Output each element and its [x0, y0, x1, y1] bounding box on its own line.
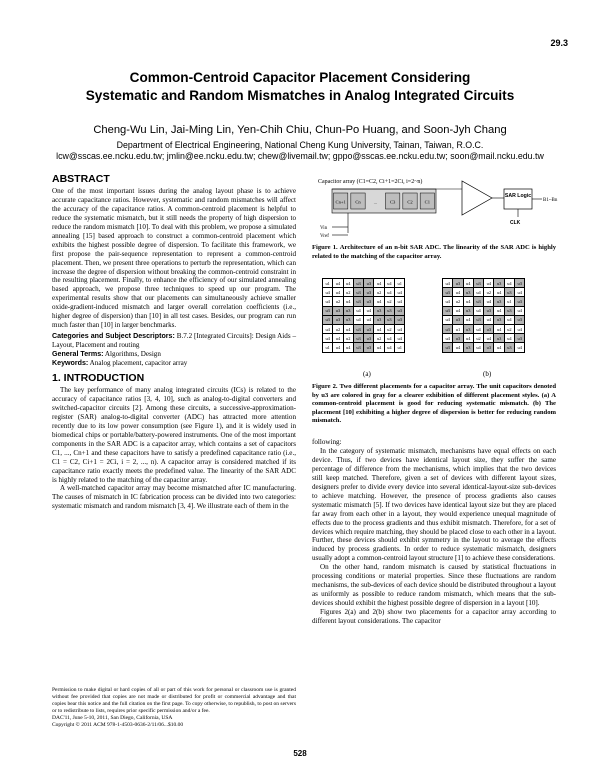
grid-b-row: [443, 343, 525, 352]
grid-b-cell: u3: [515, 315, 525, 324]
grid-a-cell: u3: [374, 306, 384, 315]
grid-b-row: [443, 315, 525, 324]
grid-a-cell: u3: [353, 279, 363, 288]
intro-paragraph-1: The key performance of many analog integrated circuits (ICs) is related to the accuracy of capacitance ratios [3, 4, 10], such as analog-to-digital converters and switched-capacitor circuits [2]. Among these circuits, a successive-approximation-register (SAR) analog-to-digital converter (ADC) has attracted more attention recently due to its low power consumption (see Figure 1), and it is widely used in biomedical chips or portable/battery-powered instruments. One of the most important components in the SAR ADC is a capacitor array, which contains a set of capacitors C1, ..., Cn+1 and these capacitors have to satisfy a predefined capacitance ratio (i.e., C1 = C2, Ci+1 = 2Ci, i = 2, ..., n). A capacitor array is considered matched if its capacitance ratio exactly meets the predefined value. The linearity of the SAR ADC is highly related to the matching of the capacitor array.: [52, 385, 296, 484]
grid-a-cell: u3: [323, 306, 333, 315]
fig2-label-a: (a): [363, 370, 371, 378]
grid-b-cell: u4: [515, 306, 525, 315]
grid-a-cell: u4: [353, 306, 363, 315]
fig1-cell-label: Cn: [355, 199, 361, 205]
grid-b-cell: u3: [463, 306, 473, 315]
grid-a-cell: u4: [353, 315, 363, 324]
grid-b-cell: u4: [453, 343, 463, 352]
terms-label: General Terms:: [52, 350, 104, 359]
grid-a-cell: u2: [374, 334, 384, 343]
fig1-caption-number: Figure 1.: [312, 244, 338, 251]
grid-a-row: [323, 315, 405, 324]
grid-a-cell: u3: [374, 315, 384, 324]
grid-b-cell: u3: [473, 315, 483, 324]
grid-a-cell: u3: [364, 343, 374, 352]
grid-a-cell: u3: [353, 334, 363, 343]
copyright-line: Copyright © 2011 ACM 978-1-4503-0636-2/11/06...$10.00: [52, 722, 184, 728]
paper-title: [0, 69, 600, 105]
grid-a-cell: u4: [384, 279, 394, 288]
grid-a-cell: u2: [384, 297, 394, 306]
keywords-label: Keywords:: [52, 359, 89, 368]
grid-b-cell: u4: [515, 343, 525, 352]
grid-a-cell: u2: [333, 297, 343, 306]
grid-b-cell: u3: [443, 343, 453, 352]
grid-b-cell: u4: [443, 315, 453, 324]
grid-b-cell: u3: [443, 324, 453, 333]
grid-b-cell: u4: [473, 343, 483, 352]
grid-b-cell: u3: [484, 343, 494, 352]
categories-label: Categories and Subject Descriptors:: [52, 332, 175, 341]
fig1-cell-label: ...: [373, 199, 378, 205]
grid-a-row: [323, 343, 405, 352]
author-emails: lcw@sscas.ee.ncku.edu.tw; jmlin@ee.ncku.edu.tw; chew@livemail.tw; gppo@sscas.ee.ncku.edu.tw; soon@mail.ncku.edu.tw: [56, 151, 544, 161]
grid-a-row: [323, 306, 405, 315]
grid-b-cell: u3: [443, 306, 453, 315]
title-line-2: Systematic and Random Mismatches in Analog Integrated Circuits: [85, 88, 515, 103]
grid-a-cell: u3: [384, 315, 394, 324]
grid-a-cell: u4: [323, 288, 333, 297]
grid-a-cell: u3: [364, 279, 374, 288]
grid-b-row: [443, 306, 525, 315]
right-paragraph-0: following:: [312, 438, 342, 446]
left-column: [52, 175, 296, 511]
grid-a-cell: u4: [323, 324, 333, 333]
grid-a-cell: u4: [384, 288, 394, 297]
permission-notice: [52, 687, 296, 729]
grid-a-cell: u4: [374, 343, 384, 352]
grid-b-cell: u4: [463, 334, 473, 343]
fig1-cell-label: C3: [389, 199, 396, 205]
grid-a-row: [323, 334, 405, 343]
fig1-bits-label: B1~Bn: [543, 198, 558, 203]
grid-a-cell: u1: [323, 279, 333, 288]
grid-a-cell: u4: [343, 279, 353, 288]
grid-b-cell: u4: [504, 334, 514, 343]
grid-a-cell: u2: [343, 288, 353, 297]
grid-a-cell: u2: [343, 334, 353, 343]
grid-b-cell: u4: [504, 279, 514, 288]
right-paragraph-1: In the category of systematic mismatch, mechanisms have equal effects on each device. Thus, if two devices have identical layout size, they suffer the same percentage of difference from the mechanisms, which implies that the two devices still keep matched. Therefore, given a set of devices with different layout sizes, designers prefer to divide every device into several identical-layout-size sub-devices to achieve matching. However, the presence of process gradients also causes systematic mismatch [5]. If two devices have identical layout size but they are placed far away from each other in a layout, they would experience unequal magnitude of effects due to the process gradients and thus exhibit mismatch. Therefore, for a set of devices which require matching, they should be placed close to each other in a layout. Further, these devices should exhibit symmetry in the layout to average the effects induced by process gradients. In order to reduce systematic mismatch, designers usually adopt a common-centroid layout structure [1] to achieve these considerations.: [312, 446, 556, 563]
fig1-vin-label: Vin: [320, 226, 328, 231]
grid-b-cell: u3: [484, 324, 494, 333]
grid-b-cell: u4: [504, 315, 514, 324]
grid-a-cell: u3: [364, 324, 374, 333]
figure-1-caption: [312, 244, 556, 261]
grid-b-cell: u3: [473, 297, 483, 306]
grid-b-cell: u3: [453, 315, 463, 324]
grid-b-cell: u4: [515, 324, 525, 333]
title-line-1: Common-Centroid Capacitor Placement Considering: [129, 70, 471, 85]
grid-a-cell: u4: [343, 297, 353, 306]
grid-b-cell: u2: [473, 334, 483, 343]
grid-b-row: [443, 324, 525, 333]
grid-b-cell: u4: [453, 288, 463, 297]
grid-b-cell: u4: [473, 324, 483, 333]
grid-a-cell: u3: [353, 288, 363, 297]
grid-a-cell: u3: [395, 306, 405, 315]
grid-b-cell: u3: [494, 279, 504, 288]
fig1-sar-label: SAR Logic: [504, 193, 532, 199]
categories-line: [52, 332, 296, 350]
grid-a-cell: u1: [395, 343, 405, 352]
grid-b-row: [443, 279, 525, 288]
grid-a-cell: u2: [374, 288, 384, 297]
grid-b-cell: u4: [484, 315, 494, 324]
grid-b-cell: u1: [504, 297, 514, 306]
fig1-clk-label: CLK: [510, 220, 521, 226]
fig1-cell-label: Cn+1: [335, 199, 346, 205]
grid-a-cell: u3: [353, 297, 363, 306]
grid-b-cell: u4: [484, 297, 494, 306]
right-paragraph-2: On the other hand, random mismatch is caused by statistical fluctuations in processing conditions or material properties. Since these fluctuations are random mechanisms, the sub-devices of each device should be distributed throughout a layout as uniformly as possible to reduce random mismatch, which means that the sub-devices should exhibit the highest possible degree of dispersion in a layout [10].: [312, 563, 556, 608]
affiliation: Department of Electrical Engineering, National Cheng Kung University, Tainan, Taiwan, R.O.C.: [116, 140, 484, 150]
grid-a-cell: u4: [333, 288, 343, 297]
right-paragraph-3: Figures 2(a) and 2(b) show two placements for a capacitor array according to different layout considerations. The capacitor: [312, 608, 556, 626]
fig2-grid-b: [442, 278, 525, 353]
grid-b-row: [443, 288, 525, 297]
grid-a-cell: u4: [333, 279, 343, 288]
grid-a-row: [323, 279, 405, 288]
grid-a-cell: u4: [343, 324, 353, 333]
grid-a-cell: u4: [323, 334, 333, 343]
grid-b-cell: u4: [494, 343, 504, 352]
grid-a-cell: u4: [364, 306, 374, 315]
grid-b-cell: u3: [515, 334, 525, 343]
grid-b-cell: u3: [463, 324, 473, 333]
grid-a-cell: u3: [364, 297, 374, 306]
grid-a-cell: u3: [364, 334, 374, 343]
grid-b-cell: u4: [494, 288, 504, 297]
right-column: [312, 438, 556, 626]
affiliation-block: [0, 140, 600, 162]
grid-b-cell: u3: [504, 306, 514, 315]
terms-line: [52, 350, 296, 359]
grid-b-cell: u3: [515, 297, 525, 306]
conference-line: DAC'11, June 5-10, 2011, San Diego, California, USA: [52, 715, 173, 721]
grid-b-cell: u3: [473, 279, 483, 288]
grid-b-cell: u3: [453, 279, 463, 288]
figure-2-caption: [312, 383, 556, 426]
grid-a-cell: u3: [395, 315, 405, 324]
grid-b-cell: u4: [443, 279, 453, 288]
session-number: 29.3: [550, 38, 568, 48]
grid-a-cell: u2: [333, 324, 343, 333]
grid-b-cell: u4: [484, 334, 494, 343]
grid-b-cell: u3: [504, 343, 514, 352]
intro-heading: 1. INTRODUCTION: [52, 372, 145, 385]
grid-a-row: [323, 288, 405, 297]
grid-a-cell: u3: [343, 306, 353, 315]
grid-b-cell: u3: [515, 279, 525, 288]
grid-a-cell: u4: [374, 279, 384, 288]
fig1-sar-logic-box: [504, 189, 532, 209]
abstract-text: One of the most important issues during the analog layout phase is to achieve accurate capacitance ratios. However, systematic and random mismatches will affect the accuracy of the capacitance ratios. A common-centroid placement is helpful to reduce the systematic mismatch, but it still needs the property of high dispersion to reduce the random mismatch [10]. To deal with this problem, we propose a simulated annealing [15] based approach to construct a common-centroid placement which exhibits the highest possible degree of dispersion. To facilitate this framework, we first propose the pair-sequence representation to represent a common-centroid placement. Then, we present three operations to perturb the representation, which can increase the degree of dispersion without breaking the common-centroid constraint in the resulting placement. Finally, to enhance the efficiency of our simulated annealing based approach, we propose three techniques to speed up our program. The experimental results show that our placements can simultaneously achieve smaller oxide-gradient-induced mismatch and larger overall correlation coefficients (i.e., higher degree of dispersion) than [10] in all test cases. Besides, our program can run much faster than [10] in larger benchmarks.: [52, 186, 296, 330]
grid-a-cell: u4: [374, 297, 384, 306]
grid-a-cell: u1: [395, 279, 405, 288]
intro-paragraph-2: A well-matched capacitor array may become mismatched after IC manufacturing. The causes of mismatch in IC fabrication process can be divided into two categories: systematic mismatch and random mismatch [3, 4]. We illustrate each of them in the: [52, 484, 296, 511]
grid-b-cell: u3: [494, 315, 504, 324]
grid-a-cell: u4: [384, 343, 394, 352]
grid-b-cell: u4: [515, 288, 525, 297]
grid-a-cell: u4: [333, 334, 343, 343]
permission-text: Permission to make digital or hard copies of all or part of this work for personal or classroom use is granted without fee provided that copies are not made or distributed for profit or commercial advantage and that copies bear this notice and the full citation on the first page. To copy otherwise, to republish, to post on servers or to redistribute to lists, requires prior specific permission and/or a fee.: [52, 687, 296, 714]
grid-a-cell: u3: [333, 315, 343, 324]
grid-b-cell: u4: [453, 306, 463, 315]
grid-a-cell: u4: [395, 334, 405, 343]
grid-b-cell: u4: [463, 297, 473, 306]
fig1-vref-label: Vref: [320, 234, 329, 239]
grid-b-cell: u3: [504, 288, 514, 297]
fig1-capacitor-array-label: Capacitor array (C1=C2, Ci+1=2Ci, i=2~n): [318, 179, 423, 185]
grid-a-cell: u4: [364, 315, 374, 324]
figure-1-diagram: [312, 175, 558, 243]
categories-text: B.7.2 [Integrated Circuits]: Design Aids – Layout, Placement and routing: [52, 332, 296, 350]
grid-b-cell: u4: [473, 306, 483, 315]
grid-b-cell: u2: [504, 324, 514, 333]
grid-b-row: [443, 297, 525, 306]
grid-b-cell: u4: [463, 279, 473, 288]
grid-b-cell: u3: [484, 306, 494, 315]
grid-a-cell: u4: [384, 334, 394, 343]
grid-b-cell: u4: [443, 334, 453, 343]
grid-a-cell: u4: [343, 343, 353, 352]
abstract-heading: ABSTRACT: [52, 173, 110, 185]
grid-b-row: [443, 334, 525, 343]
page-number: 528: [293, 749, 307, 758]
grid-b-cell: u4: [443, 297, 453, 306]
keywords-line: [52, 359, 296, 368]
grid-b-cell: u4: [463, 315, 473, 324]
grid-a-cell: u3: [364, 288, 374, 297]
grid-b-cell: u2: [484, 288, 494, 297]
terms-text: Algorithms, Design: [104, 350, 161, 359]
grid-a-cell: u3: [323, 315, 333, 324]
fig1-comparator: [462, 181, 492, 215]
fig1-caption-text: Architecture of an n-bit SAR ADC. The linearity of the SAR ADC is highly related to the matching of the capacitor array.: [312, 244, 556, 260]
grid-a-cell: u3: [333, 306, 343, 315]
grid-a-cell: u4: [333, 343, 343, 352]
grid-a-row: [323, 297, 405, 306]
grid-a-cell: u3: [343, 315, 353, 324]
grid-a-cell: u2: [384, 324, 394, 333]
grid-b-cell: u4: [494, 324, 504, 333]
grid-a-row: [323, 324, 405, 333]
grid-a-cell: u3: [353, 324, 363, 333]
grid-a-cell: u4: [395, 324, 405, 333]
fig1-cell-label: C1: [424, 199, 431, 205]
keywords-text: Analog placement, capacitor array: [89, 359, 188, 368]
fig2-grid-a: [322, 278, 405, 353]
fig2-caption-text: Two different placements for a capacitor array. The unit capacitors denoted by u3 are colored in gray for a clearer exhibition of different placement styles. (a) A common-centroid placement is good for reducing systematic mismatch. (b) The placement [10] exhibiting a higher degree of dispersion is better for reducing random mismatch.: [312, 383, 557, 424]
grid-a-cell: u3: [384, 306, 394, 315]
grid-b-cell: u4: [494, 306, 504, 315]
fig2-label-b: (b): [483, 370, 492, 378]
grid-a-cell: u4: [395, 297, 405, 306]
fig1-cell-label: C2: [407, 199, 413, 205]
grid-b-cell: u1: [453, 324, 463, 333]
grid-b-cell: u3: [494, 297, 504, 306]
grid-b-cell: u4: [473, 288, 483, 297]
grid-a-cell: u4: [374, 324, 384, 333]
grid-b-cell: u4: [484, 279, 494, 288]
grid-a-cell: u4: [395, 288, 405, 297]
grid-b-cell: u3: [443, 288, 453, 297]
grid-a-cell: u4: [323, 297, 333, 306]
grid-b-cell: u3: [463, 288, 473, 297]
author-list: Cheng-Wu Lin, Jai-Ming Lin, Yen-Chih Chiu, Chun-Po Huang, and Soon-Jyh Chang: [93, 124, 507, 136]
grid-a-cell: u1: [323, 343, 333, 352]
fig2-caption-number: Figure 2.: [312, 383, 338, 390]
grid-a-cell: u3: [353, 343, 363, 352]
grid-b-cell: u3: [494, 334, 504, 343]
grid-b-cell: u2: [453, 297, 463, 306]
grid-b-cell: u3: [463, 343, 473, 352]
grid-b-cell: u3: [453, 334, 463, 343]
